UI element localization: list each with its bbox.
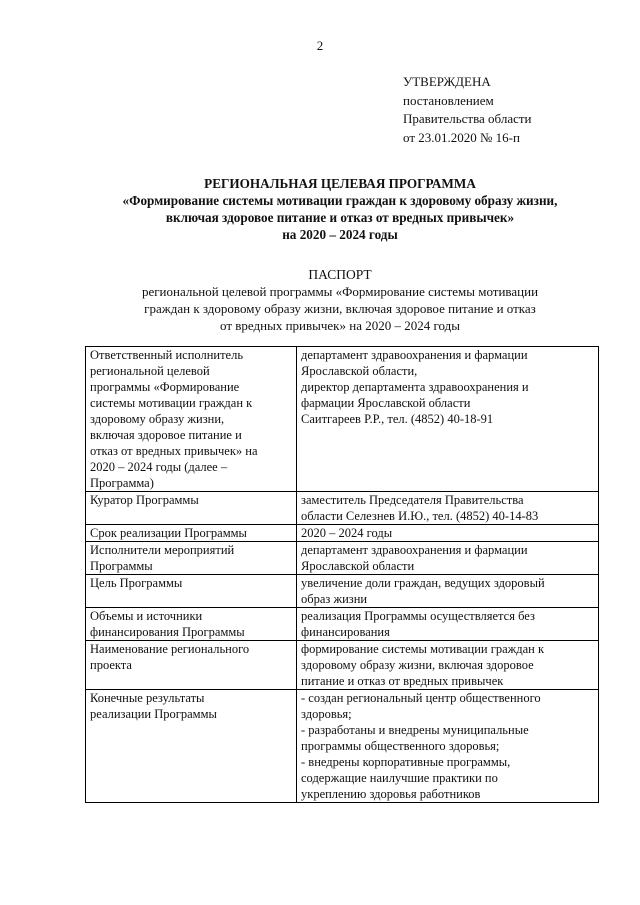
- row-label-line: 2020 – 2024 годы (далее –: [90, 460, 228, 474]
- page-number: 2: [316, 38, 324, 53]
- row-label-line: программы «Формирование: [90, 380, 240, 394]
- approval-line: УТВЕРЖДЕНА: [403, 74, 491, 89]
- row-value-line: - создан региональный центр общественного: [301, 691, 541, 705]
- row-label-line: финансирования Программы: [90, 625, 245, 639]
- row-value-line: укреплению здоровья работников: [301, 787, 481, 801]
- row-value-line: питание и отказ от вредных привычек: [301, 674, 504, 688]
- row-value-line: программы общественного здоровья;: [301, 739, 500, 753]
- row-label-line: реализации Программы: [90, 707, 217, 721]
- row-value-cell: [297, 608, 599, 641]
- table-row: [86, 492, 599, 525]
- row-label-cell: [86, 347, 297, 492]
- row-value-line: Ярославской области,: [301, 364, 418, 378]
- row-value-cell: [297, 525, 599, 542]
- row-value-line: финансирования: [301, 625, 390, 639]
- title-line: включая здоровое питание и отказ от вредных привычек»: [165, 210, 515, 225]
- row-value-line: заместитель Председателя Правительства: [301, 493, 524, 507]
- table-row: [86, 690, 599, 803]
- row-label-line: Срок реализации Программы: [90, 526, 247, 540]
- row-value-cell: [297, 690, 599, 803]
- row-value-line: содержащие наилучшие практики по: [301, 771, 498, 785]
- row-value-cell: [297, 492, 599, 525]
- row-label-cell: [86, 525, 297, 542]
- row-label-line: системы мотивации граждан к: [90, 396, 253, 410]
- row-label-cell: [86, 690, 297, 803]
- row-value-line: здоровья;: [301, 707, 352, 721]
- approval-line: от 23.01.2020 № 16-п: [403, 129, 520, 145]
- row-value-cell: [297, 347, 599, 492]
- row-value-line: здоровому образу жизни, включая здоровое: [301, 658, 534, 672]
- row-label-cell: [86, 608, 297, 641]
- row-label-line: Куратор Программы: [90, 493, 199, 507]
- row-label-line: Исполнители мероприятий: [90, 543, 235, 557]
- approval-line: Правительства области: [403, 111, 532, 126]
- program-title: [60, 175, 620, 243]
- row-value-line: департамент здравоохранения и фармации: [301, 348, 528, 362]
- passport-subtitle-line: граждан к здоровому образу жизни, включая здоровое питание и отказ: [144, 301, 536, 316]
- row-value-line: образ жизни: [301, 592, 368, 606]
- row-value-line: области Селезнев И.Ю., тел. (4852) 40-14-83: [301, 509, 539, 523]
- row-label-line: здоровому образу жизни,: [90, 412, 225, 426]
- row-value-line: фармации Ярославской области: [301, 396, 471, 410]
- approval-line: постановлением: [403, 92, 494, 108]
- row-value-line: увеличение доли граждан, ведущих здоровый: [301, 576, 545, 590]
- table-row: [86, 347, 599, 492]
- row-label-line: проекта: [90, 658, 132, 672]
- passport-heading: [90, 266, 590, 334]
- row-label-line: региональной целевой: [90, 364, 210, 378]
- row-value-line: - разработаны и внедрены муниципальные: [301, 723, 529, 737]
- table-row: [86, 575, 599, 608]
- row-value-cell: [297, 641, 599, 690]
- row-label-line: отказ от вредных привычек» на: [90, 444, 258, 458]
- row-value-line: Ярославской области: [301, 559, 415, 573]
- row-label-line: Программа): [90, 476, 154, 490]
- title-line: на 2020 – 2024 годы: [282, 227, 398, 242]
- row-value-line: 2020 – 2024 годы: [301, 526, 393, 540]
- row-label-line: Цель Программы: [90, 576, 183, 590]
- row-label-line: Конечные результаты: [90, 691, 205, 705]
- row-value-line: департамент здравоохранения и фармации: [301, 543, 528, 557]
- table-row: [86, 525, 599, 542]
- row-value-line: директор департамента здравоохранения и: [301, 380, 529, 394]
- row-label-line: Наименование регионального: [90, 642, 250, 656]
- table-row: [86, 542, 599, 575]
- row-label-line: Ответственный исполнитель: [90, 348, 244, 362]
- passport-title: ПАСПОРТ: [308, 267, 372, 282]
- row-label-cell: [86, 641, 297, 690]
- row-value-line: реализация Программы осуществляется без: [301, 609, 535, 623]
- row-value-line: Саитгареев Р.Р., тел. (4852) 40-18-91: [301, 412, 494, 426]
- passport-subtitle-line: от вредных привычек» на 2020 – 2024 годы: [220, 318, 460, 333]
- table-row: [86, 641, 599, 690]
- row-label-cell: [86, 542, 297, 575]
- row-value-cell: [297, 542, 599, 575]
- approval-stamp: [403, 73, 532, 147]
- title-line: РЕГИОНАЛЬНАЯ ЦЕЛЕВАЯ ПРОГРАММА: [204, 176, 476, 191]
- row-label-line: включая здоровое питание и: [90, 428, 242, 442]
- row-value-line: формирование системы мотивации граждан к: [301, 642, 545, 656]
- table-row: [86, 608, 599, 641]
- passport-table: [85, 346, 599, 803]
- row-label-line: Программы: [90, 559, 153, 573]
- row-label-cell: [86, 575, 297, 608]
- row-value-cell: [297, 575, 599, 608]
- passport-subtitle-line: региональной целевой программы «Формирование системы мотивации: [141, 284, 539, 299]
- row-value-line: - внедрены корпоративные программы,: [301, 755, 511, 769]
- title-line: «Формирование системы мотивации граждан к здоровому образу жизни,: [122, 193, 558, 208]
- row-label-cell: [86, 492, 297, 525]
- row-label-line: Объемы и источники: [90, 609, 203, 623]
